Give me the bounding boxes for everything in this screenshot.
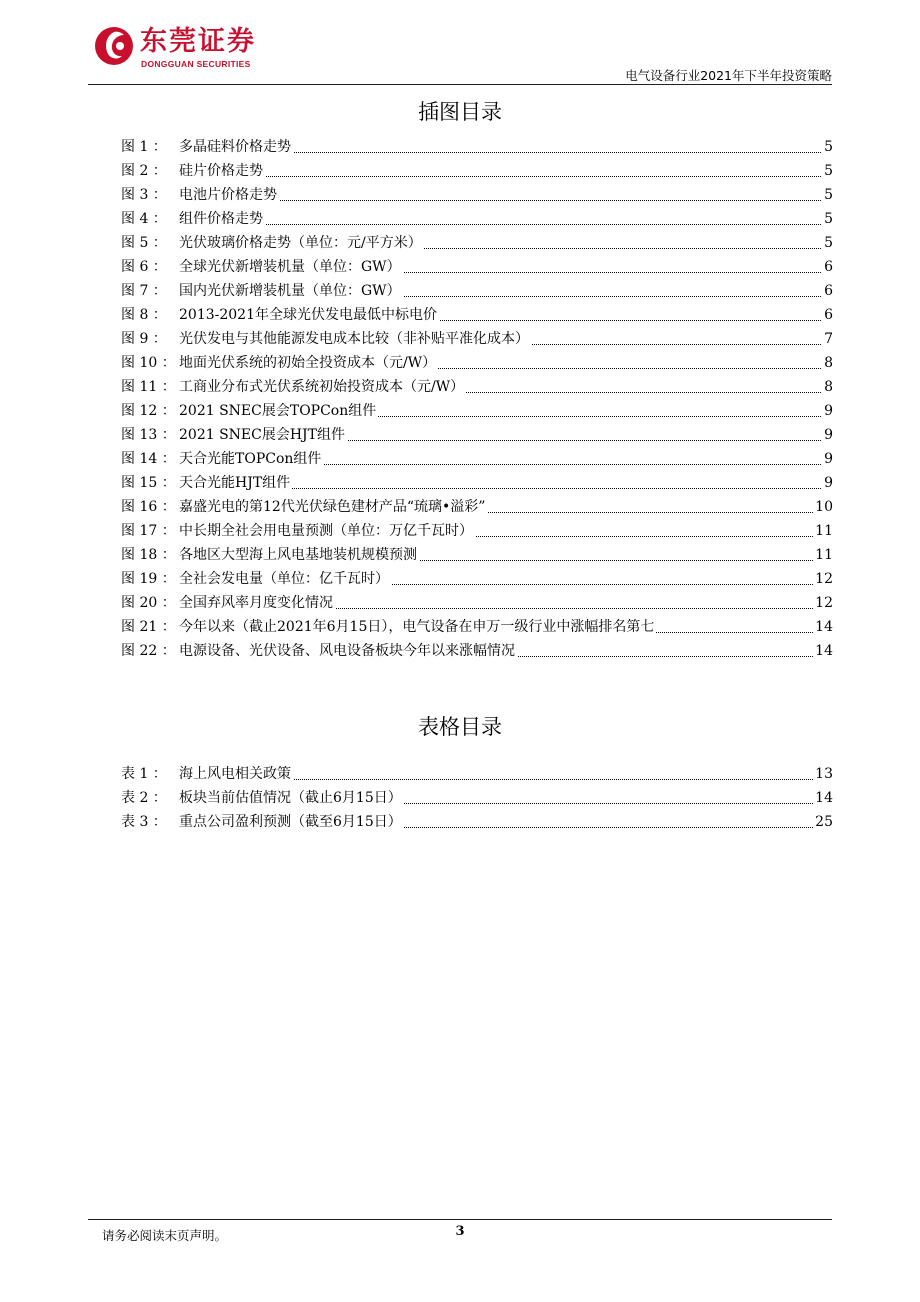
toc-entry-left <box>121 766 293 782</box>
toc-entry[interactable] <box>121 567 833 591</box>
toc-entry-page: 9 <box>822 447 833 471</box>
toc-entry[interactable] <box>121 279 833 303</box>
toc-entry-number: 图 20 ： <box>121 595 176 611</box>
toc-entry-number: 图 12 ： <box>121 403 176 419</box>
toc-entry-left <box>121 379 466 395</box>
table-toc-list <box>121 762 833 834</box>
toc-entry-left <box>121 331 531 347</box>
toc-entry-title: 全社会发电量（单位：亿千瓦时） <box>179 571 389 587</box>
toc-entry-title: 海上风电相关政策 <box>179 766 291 782</box>
toc-entry-title: 硅片价格走势 <box>179 163 263 179</box>
toc-entry-left <box>121 139 293 155</box>
toc-entry-left <box>121 259 403 275</box>
toc-entry-left <box>121 235 424 251</box>
toc-entry[interactable] <box>121 135 833 159</box>
toc-entry-left <box>121 211 265 227</box>
toc-entry-page: 12 <box>813 567 833 591</box>
toc-entry-number: 图 14 ： <box>121 451 176 467</box>
toc-entry[interactable] <box>121 639 833 663</box>
toc-entry[interactable] <box>121 183 833 207</box>
toc-entry[interactable] <box>121 519 833 543</box>
toc-entry-left <box>121 547 419 563</box>
toc-entry-left <box>121 790 404 806</box>
toc-entry-number: 表 1 ： <box>121 766 167 782</box>
toc-entry[interactable] <box>121 231 833 255</box>
toc-entry-title: 地面光伏系统的初始全投资成本（元/W） <box>179 355 437 371</box>
toc-entry-page: 14 <box>813 786 833 810</box>
toc-entry[interactable] <box>121 471 833 495</box>
toc-entry-page: 5 <box>822 135 833 159</box>
toc-entry-page: 5 <box>822 159 833 183</box>
toc-entry-page: 8 <box>822 351 833 375</box>
brand-name-en: DONGGUAN SECURITIES <box>141 59 251 69</box>
toc-entry[interactable] <box>121 447 833 471</box>
toc-entry-title: 工商业分布式光伏系统初始投资成本（元/W） <box>179 379 465 395</box>
toc-entry-left <box>121 595 335 611</box>
page-number: 3 <box>455 1224 465 1239</box>
toc-entry-page: 9 <box>822 471 833 495</box>
toc-entry-title: 全国弃风率月度变化情况 <box>179 595 333 611</box>
toc-entry-left <box>121 163 265 179</box>
toc-entry[interactable] <box>121 786 833 810</box>
toc-entry-page: 25 <box>813 810 833 834</box>
disclaimer-text: 请务必阅读末页声明。 <box>102 1228 228 1243</box>
toc-entry-number: 图 10 ： <box>121 355 176 371</box>
toc-entry-left <box>121 187 279 203</box>
toc-entry-page: 8 <box>822 375 833 399</box>
toc-entry-number: 图 19 ： <box>121 571 176 587</box>
toc-entry-page: 14 <box>813 615 833 639</box>
toc-entry-page: 6 <box>822 255 833 279</box>
toc-entry[interactable] <box>121 495 833 519</box>
toc-entry-number: 图 13 ： <box>121 427 176 443</box>
report-title: 电气设备行业2021年下半年投资策略 <box>625 68 832 83</box>
toc-entry[interactable] <box>121 615 833 639</box>
toc-entry[interactable] <box>121 207 833 231</box>
company-logo-icon <box>94 26 134 66</box>
toc-entry[interactable] <box>121 543 833 567</box>
toc-entry-left <box>121 475 292 491</box>
toc-entry-title: 电源设备、光伏设备、风电设备板块今年以来涨幅情况 <box>179 643 515 659</box>
toc-entry[interactable] <box>121 327 833 351</box>
toc-entry-title: 板块当前估值情况（截止6月15日） <box>179 790 402 806</box>
toc-entry[interactable] <box>121 255 833 279</box>
toc-entry-left <box>121 355 438 371</box>
toc-entry-title: 天合光能HJT组件 <box>179 475 291 491</box>
toc-entry-page: 6 <box>822 303 833 327</box>
header-divider <box>88 84 832 85</box>
toc-entry-number: 图 11 ： <box>121 379 176 395</box>
toc-entry-title: 全球光伏新增装机量（单位：GW） <box>179 259 401 275</box>
figure-toc-list <box>121 135 833 663</box>
toc-entry-number: 图 4 ： <box>121 211 167 227</box>
toc-entry-title: 光伏玻璃价格走势（单位：元/平方米） <box>179 235 422 251</box>
toc-entry-title: 2021 SNEC展会HJT组件 <box>179 427 346 443</box>
toc-entry-left <box>121 619 656 635</box>
footer-divider <box>88 1219 832 1220</box>
toc-entry-page: 13 <box>813 762 833 786</box>
toc-entry-number: 图 9 ： <box>121 331 167 347</box>
toc-entry-left <box>121 523 475 539</box>
toc-entry[interactable] <box>121 351 833 375</box>
toc-entry-title: 光伏发电与其他能源发电成本比较（非补贴平准化成本） <box>179 331 529 347</box>
toc-entry-page: 7 <box>822 327 833 351</box>
toc-entry-title: 今年以来（截止2021年6月15日），电气设备在申万一级行业中涨幅排名第七 <box>179 619 655 635</box>
toc-entry-number: 图 8 ： <box>121 307 167 323</box>
toc-entry-title: 组件价格走势 <box>179 211 263 227</box>
toc-entry[interactable] <box>121 303 833 327</box>
toc-entry-page: 11 <box>813 543 833 567</box>
toc-entry[interactable] <box>121 810 833 834</box>
toc-entry-number: 图 6 ： <box>121 259 167 275</box>
toc-entry-title: 电池片价格走势 <box>179 187 277 203</box>
toc-entry-number: 表 2 ： <box>121 790 167 806</box>
toc-entry-number: 图 17 ： <box>121 523 176 539</box>
toc-entry[interactable] <box>121 375 833 399</box>
toc-entry-page: 9 <box>822 423 833 447</box>
toc-entry-left <box>121 283 403 299</box>
brand-name-cn: 东莞证券 <box>140 26 256 57</box>
toc-entry-title: 天合光能TOPCon组件 <box>179 451 322 467</box>
toc-entry-number: 图 15 ： <box>121 475 176 491</box>
toc-entry-page: 11 <box>813 519 833 543</box>
toc-entry-page: 12 <box>813 591 833 615</box>
toc-entry-left <box>121 307 439 323</box>
toc-entry-page: 5 <box>822 207 833 231</box>
toc-entry-page: 14 <box>813 639 833 663</box>
toc-entry-number: 图 21 ： <box>121 619 176 635</box>
toc-entry[interactable] <box>121 159 833 183</box>
toc-entry-number: 图 22 ： <box>121 643 176 659</box>
toc-entry-left <box>121 499 487 515</box>
toc-entry-title: 2021 SNEC展会TOPCon组件 <box>179 403 377 419</box>
toc-entry-title: 重点公司盈利预测（截至6月15日） <box>179 814 402 830</box>
toc-entry-page: 10 <box>813 495 833 519</box>
toc-entry-number: 图 18 ： <box>121 547 176 563</box>
toc-entry-title: 各地区大型海上风电基地装机规模预测 <box>179 547 417 563</box>
toc-entry-left <box>121 643 517 659</box>
toc-entry-number: 图 1 ： <box>121 139 167 155</box>
toc-entry-left <box>121 571 391 587</box>
table-list-heading: 表格目录 <box>418 715 502 739</box>
toc-entry-number: 表 3 ： <box>121 814 167 830</box>
page-header <box>88 20 832 86</box>
toc-entry-title: 多晶硅料价格走势 <box>179 139 291 155</box>
toc-entry-number: 图 5 ： <box>121 235 167 251</box>
toc-entry[interactable] <box>121 423 833 447</box>
toc-entry-number: 图 2 ： <box>121 163 167 179</box>
toc-entry-number: 图 16 ： <box>121 499 176 515</box>
toc-entry-number: 图 3 ： <box>121 187 167 203</box>
figure-list-heading: 插图目录 <box>418 100 502 124</box>
toc-entry-page: 9 <box>822 399 833 423</box>
toc-entry-page: 5 <box>822 183 833 207</box>
toc-entry-title: 中长期全社会用电量预测（单位：万亿千瓦时） <box>179 523 473 539</box>
toc-entry[interactable] <box>121 591 833 615</box>
toc-entry-page: 6 <box>822 279 833 303</box>
toc-entry-title: 2013-2021年全球光伏发电最低中标电价 <box>179 307 437 323</box>
toc-entry-title: 国内光伏新增装机量（单位：GW） <box>179 283 401 299</box>
toc-entry[interactable] <box>121 399 833 423</box>
toc-entry-page: 5 <box>822 231 833 255</box>
toc-entry-left <box>121 403 378 419</box>
toc-entry[interactable] <box>121 762 833 786</box>
toc-entry-left <box>121 814 404 830</box>
toc-entry-left <box>121 451 323 467</box>
toc-entry-left <box>121 427 347 443</box>
toc-entry-title: 嘉盛光电的第12代光伏绿色建材产品“琉璃•溢彩” <box>179 499 486 515</box>
toc-entry-number: 图 7 ： <box>121 283 167 299</box>
